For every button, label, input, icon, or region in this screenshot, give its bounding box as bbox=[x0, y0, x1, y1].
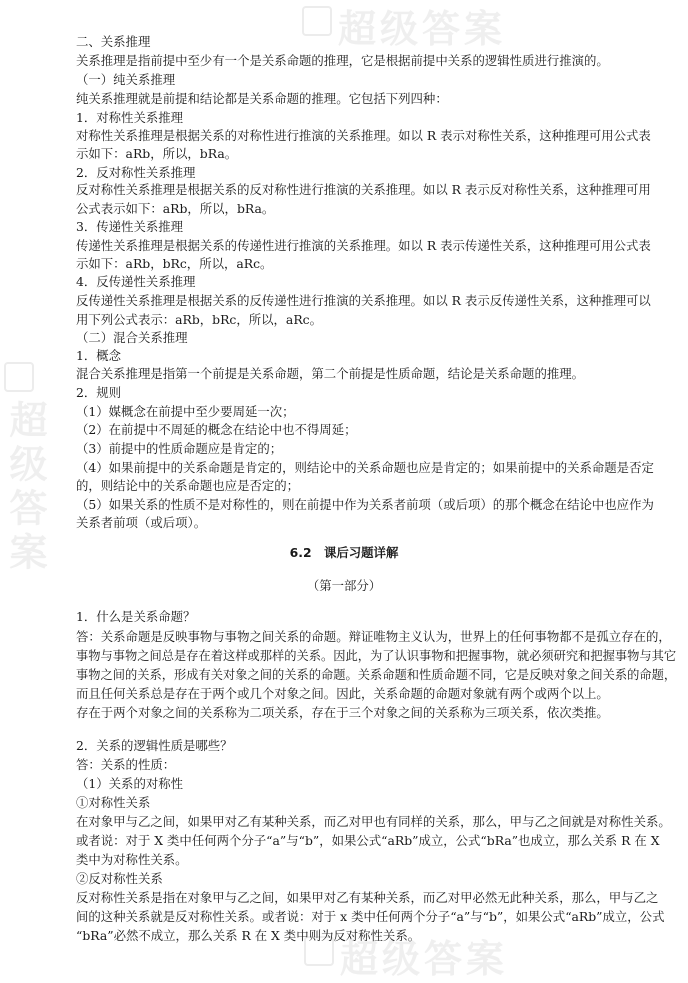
part-label: （第一部分） bbox=[306, 578, 382, 593]
text-line: 反对称性关系是指在对象甲与乙之间，如果甲对乙有某种关系，而乙对甲必然无此种关系，那么，甲与乙之 bbox=[76, 890, 659, 905]
text-line: 4．反传递性关系推理 bbox=[76, 274, 196, 289]
text-line: 传递性关系推理是根据关系的传递性进行推演的关系推理。如以 R 表示传递性关系，这种推理可用公式表 bbox=[76, 238, 651, 253]
text-line: （1）关系的对称性 bbox=[76, 776, 184, 791]
text-line: 答：关系命题是反映事物与事物之间关系的命题。辩证唯物主义认为，世界上的任何事物都不是孤立存在的， bbox=[76, 629, 671, 644]
text-line: 事物与事物之间总是存在着这样或那样的关系。因此，为了认识事物和把握事物，就必须研究和把握事物与其它 bbox=[76, 648, 677, 663]
text-line: 公式表示如下：aRb，所以，bRa。 bbox=[76, 201, 275, 216]
text-line: 关系者前项（或后项）。 bbox=[76, 515, 207, 530]
text-line: 3．传递性关系推理 bbox=[76, 219, 184, 234]
text-line: 示如下：aRb，bRc，所以，aRc。 bbox=[76, 256, 273, 271]
text-line: 的，则结论中的关系命题也应是否定的； bbox=[76, 478, 300, 493]
text-line: 示如下：aRb，所以，bRa。 bbox=[76, 146, 238, 161]
text-line: ①对称性关系 bbox=[76, 795, 151, 810]
text-line: （3）前提中的性质命题应是肯定的； bbox=[76, 441, 283, 456]
text-line: 存在于两个对象之间的关系称为二项关系，存在于三个对象之间的关系称为三项关系，依次类推。 bbox=[76, 705, 609, 720]
watermark-left: 超级答案 bbox=[3, 400, 47, 576]
text-line: （2）在前提中不周延的概念在结论中也不得周延； bbox=[76, 422, 357, 437]
text-line: （二）混合关系推理 bbox=[76, 330, 188, 345]
text-line: 反对称性关系推理是根据关系的反对称性进行推演的关系推理。如以 R 表示反对称性关系，这种推理可用 bbox=[76, 182, 651, 197]
text-line: 对称性关系推理是根据关系的对称性进行推演的关系推理。如以 R 表示对称性关系，这种推理可用公式表 bbox=[76, 128, 651, 143]
text-line: 混合关系推理是指第一个前提是关系命题，第二个前提是性质命题，结论是关系命题的推理。 bbox=[76, 366, 585, 381]
text-line: 事物之间的关系，形成有关对象之间的关系的命题。关系命题和性质命题不同，它是反映对象之间关系的命题， bbox=[76, 667, 677, 682]
text-line: （5）如果关系的性质不是对称性的，则在前提中作为关系者前项（或后项）的那个概念在结论中也应作为 bbox=[76, 497, 654, 512]
section-heading: 6.2 课后习题详解 bbox=[289, 545, 399, 560]
text-line: （4）如果前提中的关系命题是肯定的，则结论中的关系命题也应是肯定的；如果前提中的关系命题是否定 bbox=[76, 460, 654, 475]
text-line: 2．关系的逻辑性质是哪些？ bbox=[76, 738, 233, 753]
text-line: 2．规则 bbox=[76, 385, 122, 400]
text-line: 反传递性关系推理是根据关系的反传递性进行推演的关系推理。如以 R 表示反传递性关系，这种推理可以 bbox=[76, 293, 651, 308]
watermark-top: 超级答案 bbox=[338, 7, 507, 51]
text-line: （1）媒概念在前提中至少要周延一次； bbox=[76, 404, 295, 419]
text-line: （一）纯关系推理 bbox=[76, 72, 176, 87]
text-line: “bRa”必然不成立，那么关系 R 在 X 类中则为反对称性关系。 bbox=[76, 928, 421, 943]
text-line: 二、关系推理 bbox=[76, 34, 151, 49]
text-line: 用下列公式表示：aRb，bRc，所以，aRc。 bbox=[76, 312, 322, 327]
text-line: 答：关系的性质： bbox=[76, 757, 176, 772]
text-line: 而且任何关系总是存在于两个或几个对象之间。因此，关系命题的命题对象就有两个或两个以上。 bbox=[76, 686, 609, 701]
text-line: 1．什么是关系命题？ bbox=[76, 609, 196, 624]
text-line: 纯关系推理就是前提和结论都是关系命题的推理。它包括下列四种： bbox=[76, 91, 448, 106]
text-line: 或者说：对于 X 类中任何两个分子“a”与“b”，如果公式“aRb”成立，公式“bRa”也成立，那么关系 R 在 X bbox=[76, 833, 660, 848]
text-line: 在对象甲与乙之间，如果甲对乙有某种关系，而乙对甲也有同样的关系，那么，甲与乙之间就是对称性关系。 bbox=[76, 814, 671, 829]
text-line: 1．对称性关系推理 bbox=[76, 110, 184, 125]
text-line: 1．概念 bbox=[76, 348, 122, 363]
watermark-badge-left bbox=[4, 362, 34, 392]
text-line: 间的这种关系就是反对称性关系。或者说：对于 x 类中任何两个分子“a”与“b”，如果公式“aRb”成立，公式 bbox=[76, 909, 665, 924]
watermark-badge-top bbox=[302, 6, 332, 36]
text-line: 2．反对称性关系推理 bbox=[76, 165, 196, 180]
text-line: 类中为对称性关系。 bbox=[76, 852, 188, 867]
text-line: 关系推理是指前提中至少有一个是关系命题的推理，它是根据前提中关系的逻辑性质进行推演的。 bbox=[76, 53, 609, 68]
watermark-bottom: 超级答案 bbox=[340, 937, 509, 981]
text-line: ②反对称性关系 bbox=[76, 871, 163, 886]
